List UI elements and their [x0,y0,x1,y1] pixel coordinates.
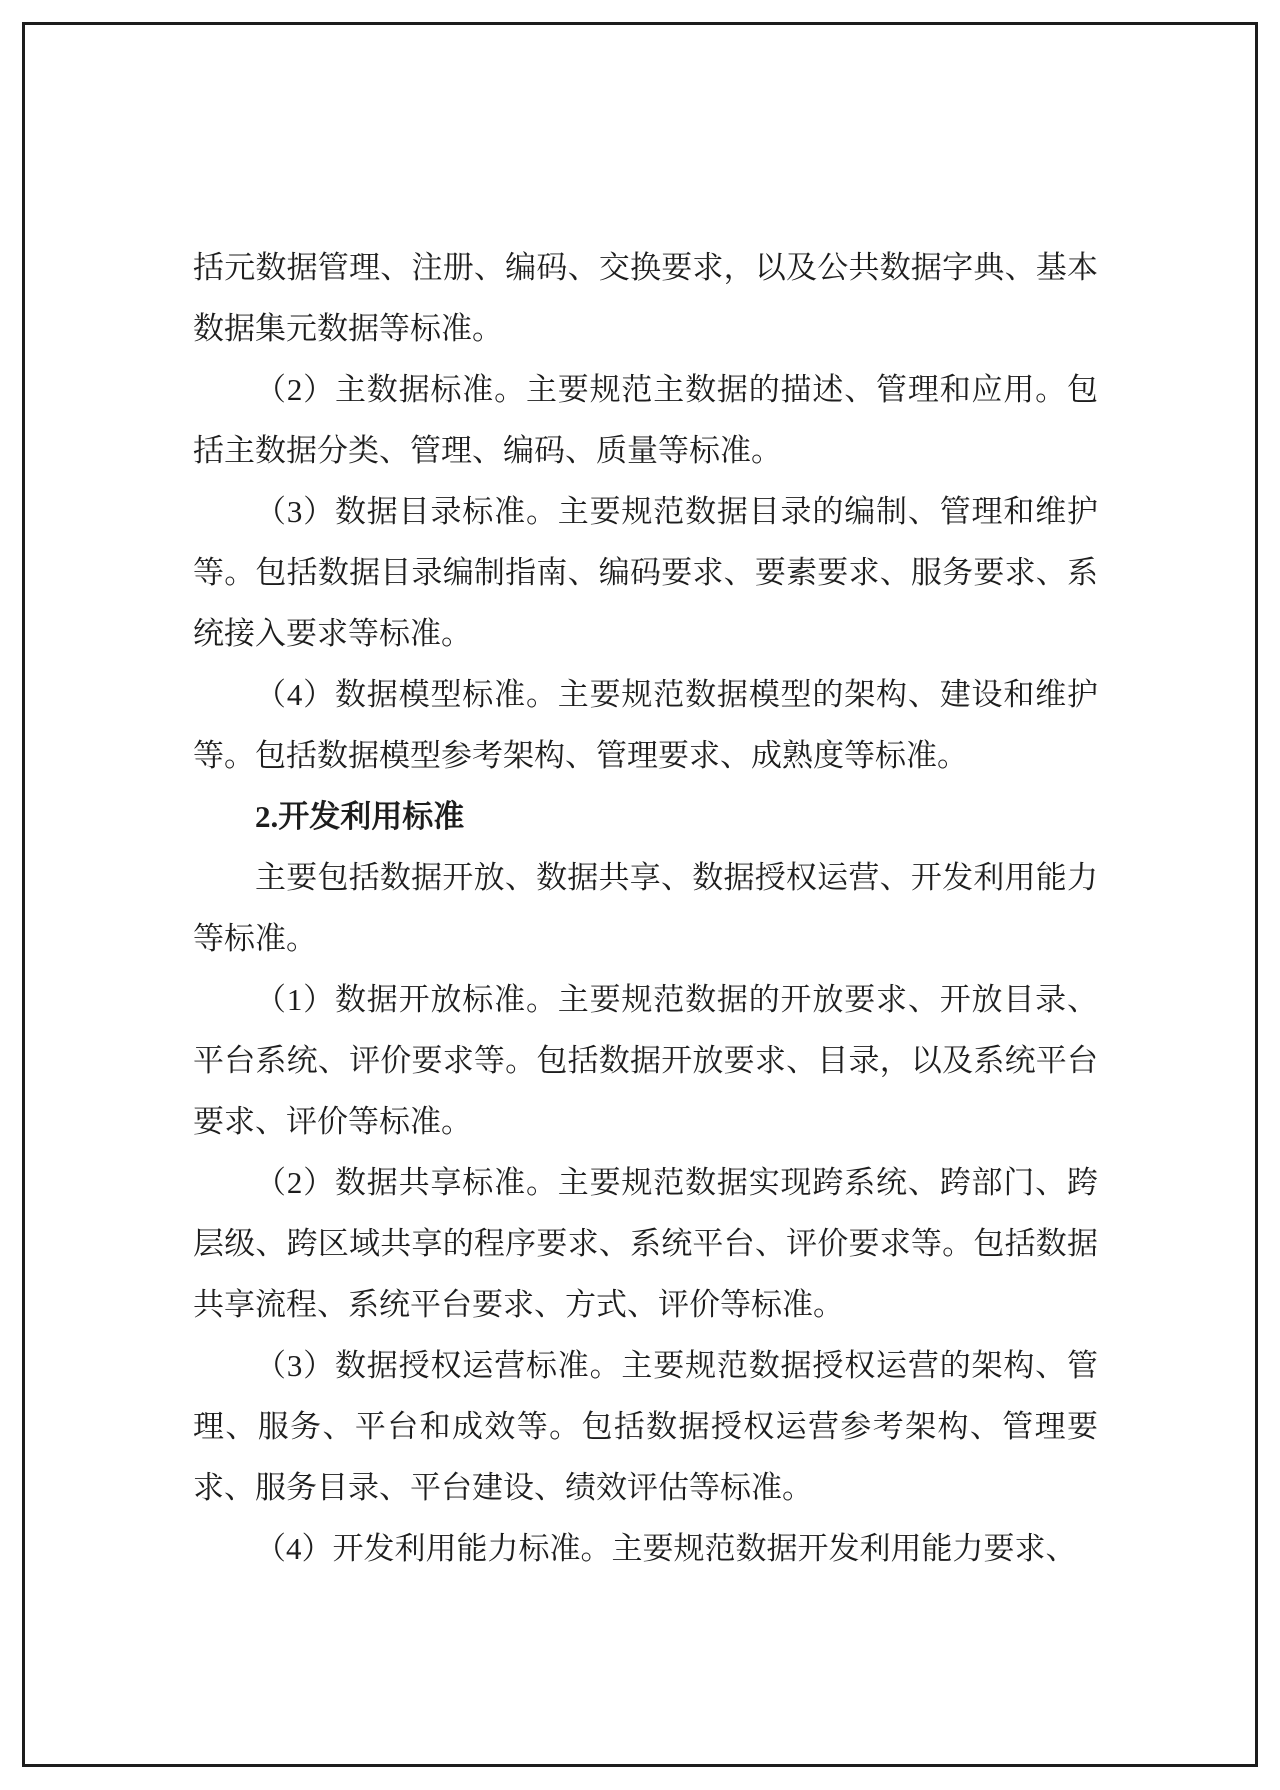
section-heading: 2.开发利用标准 [255,799,465,834]
page-border [22,22,1258,1767]
paragraph: （2）数据共享标准。主要规范数据实现跨系统、跨部门、跨层级、跨区域共享的程序要求、系统平台、评价要求等。包括数据共享流程、系统平台要求、方式、评价等标准。 [193,1165,1098,1322]
paragraph: 括元数据管理、注册、编码、交换要求，以及公共数据字典、基本数据集元数据等标准。 [193,250,1098,346]
paragraph: （1）数据开放标准。主要规范数据的开放要求、开放目录、平台系统、评价要求等。包括数据开放要求、目录，以及系统平台要求、评价等标准。 [193,982,1098,1139]
document-body [193,237,1098,1579]
paragraph: （2）主数据标准。主要规范主数据的描述、管理和应用。包括主数据分类、管理、编码、质量等标准。 [193,372,1098,468]
paragraph: （3）数据目录标准。主要规范数据目录的编制、管理和维护等。包括数据目录编制指南、编码要求、要素要求、服务要求、系统接入要求等标准。 [193,494,1098,651]
paragraph: 主要包括数据开放、数据共享、数据授权运营、开发利用能力等标准。 [193,860,1098,956]
paragraph: （3）数据授权运营标准。主要规范数据授权运营的架构、管理、服务、平台和成效等。包括数据授权运营参考架构、管理要求、服务目录、平台建设、绩效评估等标准。 [193,1348,1098,1505]
paragraph: （4）开发利用能力标准。主要规范数据开发利用能力要求、 [255,1531,1077,1566]
paragraph: （4）数据模型标准。主要规范数据模型的架构、建设和维护等。包括数据模型参考架构、管理要求、成熟度等标准。 [193,677,1098,773]
